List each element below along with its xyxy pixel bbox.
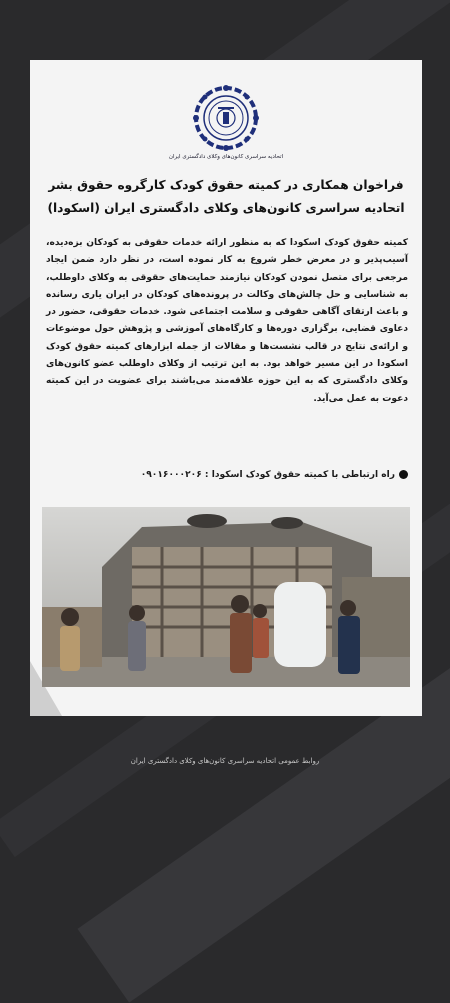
logo-caption: اتحادیه سراسری کانون‌های وکلای دادگستری ایران bbox=[168, 154, 284, 160]
contact-line bbox=[46, 467, 408, 484]
title-line: فراخوان همکاری در کمیته حقوق کودک کارگروه حقوق بشر bbox=[48, 178, 404, 192]
association-logo-icon bbox=[183, 82, 269, 154]
bullet-icon bbox=[399, 470, 408, 479]
announcement-body: کمیته حقوق کودک اسکودا که به منظور ارائه خدمات حقوقی به کودکان بزه‌دیده، آسیب‌پذیر و در معرض خطر شروع به کار نموده است، در نظر دارد ضمن ایجاد مرجعی برای متصل نمودن کودکان نیازمند حمایت‌های حقوقی به وکلای داوطلب، به شناسایی و حل چالش‌های وکالت در پرونده‌های کودکان در ایران یاری رسانده و باعث ارتقای آگاهی حقوقی و سلامت اجتماعی شود. خدمات حقوقی، حضور در دعاوی قضایی، برگزاری دوره‌ها و کارگاه‌های آموزشی و پژوهش حول موضوعات و ارائه‌ی نتایج در قالب نشست‌ها و مقالات از جمله ابزارهای کمیته حقوق کودک اسکودا در این مسیر خواهد بود. به این ترتیب از وکلای داوطلب عضو کانون‌های وکلای دادگستری که به این حوزه علاقه‌مند می‌باشند برای عضویت در این کمیته دعوت به عمل می‌آید. bbox=[46, 238, 408, 404]
announcement-title bbox=[44, 174, 408, 220]
title-line: اتحادیه سراسری کانون‌های وکلای دادگستری ایران (اسکودا) bbox=[47, 201, 405, 215]
footer-credit: روابط عمومی اتحادیه سراسری کانون‌های وکلای دادگستری ایران bbox=[130, 757, 320, 765]
children-shack-photo bbox=[42, 507, 410, 687]
contact-text: راه ارتباطی با کمیته حقوق کودک اسکودا : ۰۹۰۱۶۰۰۰۲۰۶ bbox=[140, 470, 395, 480]
